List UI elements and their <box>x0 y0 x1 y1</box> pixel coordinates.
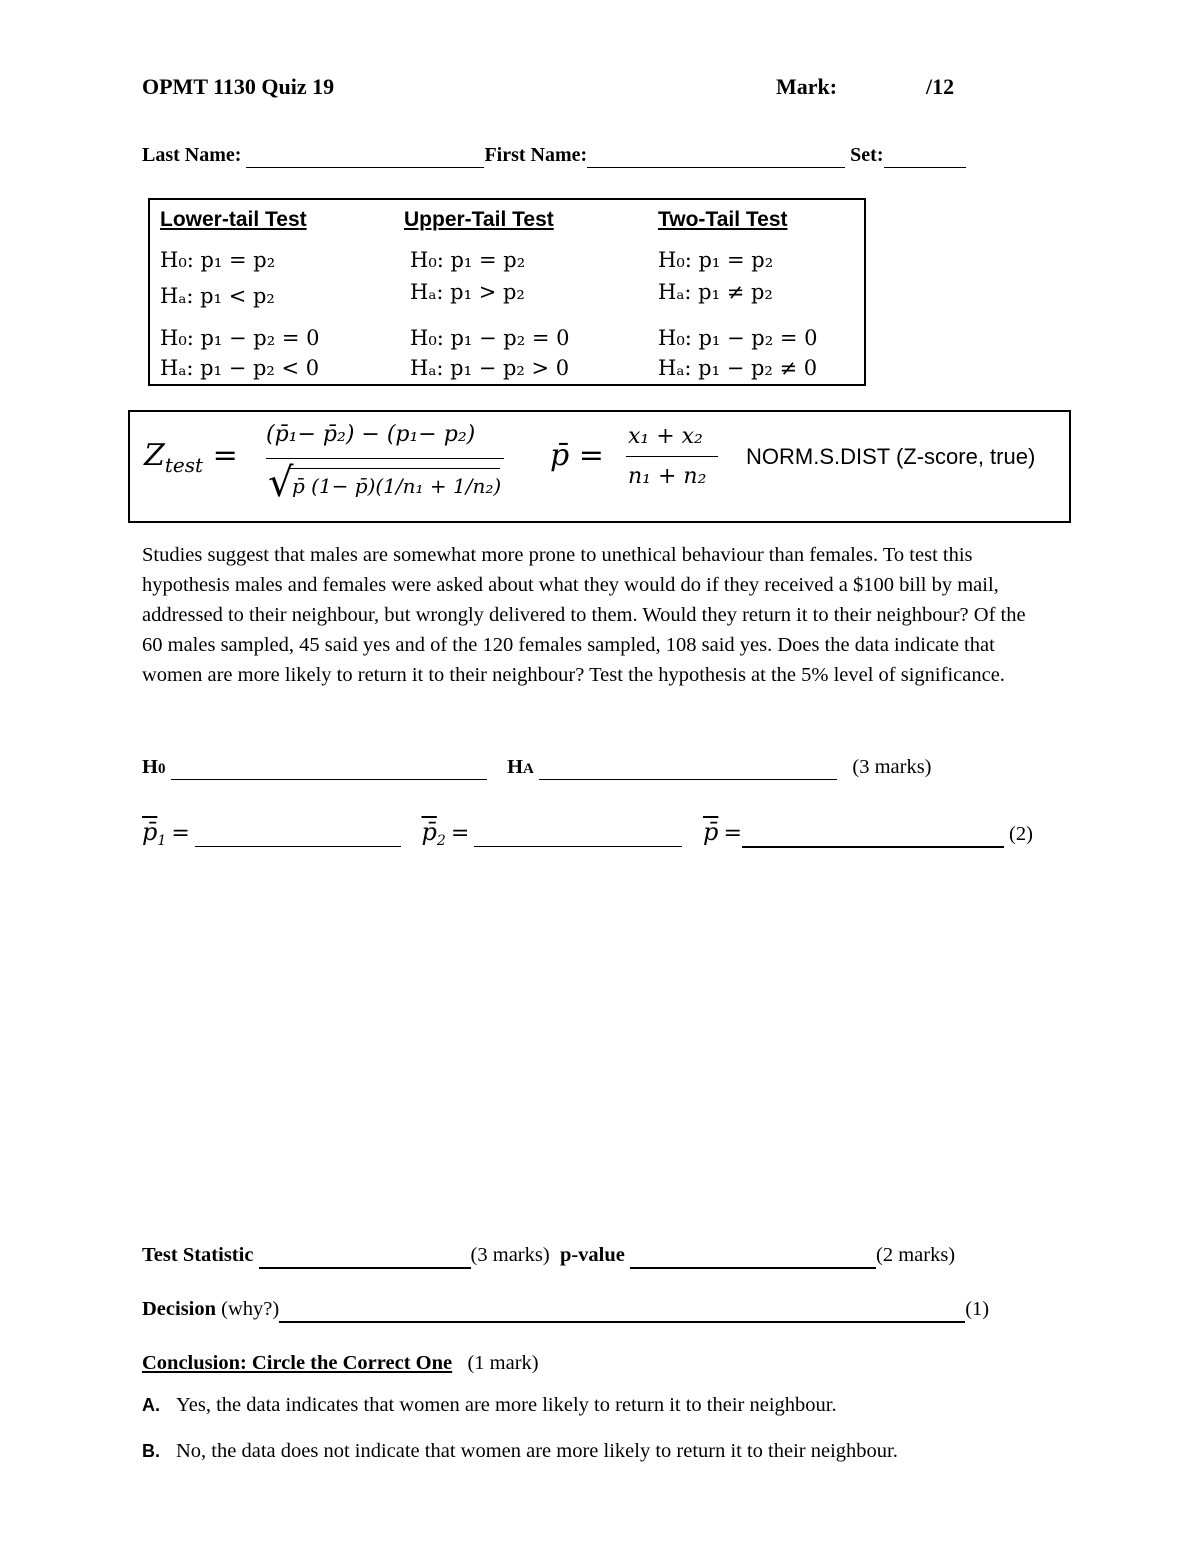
z-denominator: p̄ (1− p̄)(1/n₁ + 1/n₂) <box>292 474 502 498</box>
hypotheses-answer-row <box>142 756 932 780</box>
p2-eq: = <box>450 821 470 846</box>
test-statistic-label: Test Statistic <box>142 1244 254 1266</box>
upper-tail-h0-b: H₀: p₁ − p₂ = 0 <box>410 326 570 350</box>
pbar-fraction-bar <box>626 456 718 457</box>
z-numerator: (p̄₁− p̄₂) − (p₁− p₂) <box>266 422 476 447</box>
first-name-field[interactable] <box>587 144 845 168</box>
option-b-letter: B. <box>142 1441 160 1461</box>
z-fraction-bar <box>266 458 504 459</box>
option-a-text: Yes, the data indicates that women are more likely to return it to their neighbour. <box>176 1394 837 1416</box>
pbar-eq: = <box>723 821 742 846</box>
conclusion-label: Conclusion: Circle the Correct One <box>142 1352 453 1374</box>
p1-sub: 1 <box>157 833 167 850</box>
upper-tail-ha-a: Hₐ: p₁ > p₂ <box>410 280 525 304</box>
pbar-denominator: n₁ + n₂ <box>628 464 707 489</box>
pvalue-label: p-value <box>559 1244 625 1266</box>
test-statistic-marks: (3 marks) <box>470 1244 550 1266</box>
conclusion-marks: (1 mark) <box>467 1352 539 1374</box>
option-b-text: No, the data does not indicate that women are more likely to return it to their neighbour. <box>176 1440 898 1462</box>
lower-tail-heading: Lower-tail Test <box>160 208 307 231</box>
conclusion-row <box>142 1352 539 1375</box>
quiz-title: OPMT 1130 Quiz 19 <box>142 74 335 99</box>
proportions-row <box>142 818 1033 849</box>
p2-sub: 2 <box>436 833 446 850</box>
sqrt-icon: √ <box>268 460 294 506</box>
two-tail-heading: Two-Tail Test <box>658 208 788 231</box>
p1-eq: = <box>171 821 190 846</box>
decision-marks: (1) <box>965 1298 990 1320</box>
p2-field[interactable] <box>474 823 682 847</box>
decision-why: (why?) <box>221 1298 280 1320</box>
pvalue-field[interactable] <box>630 1244 876 1269</box>
option-a-letter: A. <box>142 1395 160 1415</box>
upper-tail-ha-b: Hₐ: p₁ − p₂ > 0 <box>410 356 570 380</box>
lower-tail-h0-a: H₀: p₁ = p₂ <box>160 248 276 272</box>
pvalue-marks: (2 marks) <box>876 1244 956 1266</box>
h0-answer-field[interactable] <box>171 756 487 780</box>
two-tail-ha-a: Hₐ: p₁ ≠ p₂ <box>658 280 773 304</box>
p1-label: p̄ <box>142 818 158 846</box>
last-name-field[interactable] <box>246 144 484 168</box>
pbar-answer-label: p̄ <box>702 818 719 846</box>
decision-field[interactable] <box>279 1298 965 1323</box>
h0-answer-label: H0 <box>142 756 166 778</box>
lower-tail-ha-a: Hₐ: p₁ < p₂ <box>160 284 275 308</box>
set-field[interactable] <box>884 144 966 168</box>
p1-field[interactable] <box>195 823 401 847</box>
decision-label: Decision <box>142 1298 217 1320</box>
pbar-label: p̄ = <box>550 438 604 473</box>
upper-tail-h0-a: H₀: p₁ = p₂ <box>410 248 526 272</box>
hypotheses-table <box>148 198 866 386</box>
mark-total: /12 <box>926 74 955 99</box>
name-fields <box>142 144 966 168</box>
hypotheses-marks: (3 marks) <box>852 756 932 778</box>
formula-box <box>128 410 1071 523</box>
p2-label: p̄ <box>421 818 437 846</box>
ha-answer-field[interactable] <box>539 756 837 780</box>
lower-tail-ha-b: Hₐ: p₁ − p₂ < 0 <box>160 356 320 380</box>
decision-row <box>142 1298 989 1323</box>
test-statistic-field[interactable] <box>259 1244 471 1269</box>
option-a[interactable] <box>142 1394 837 1417</box>
ha-answer-label: HA <box>507 756 534 778</box>
z-test-label: $Z_{test}$ = <box>144 438 238 477</box>
question-text: Studies suggest that males are somewhat more prone to unethical behaviour than females. To test this hypothesis males and females were asked about what they would do if they received a $100 bill by mail, addressed to their neighbour, but wrongly delivered to them. Would they return it to their neighbour? Of the 60 males sampled, 45 said yes and of the 120 females sampled, 108 said yes. Does the data indicate that women are more likely to return it to their neighbour? Test the hypothesis at the 5% level of significance. <box>142 544 1026 686</box>
sqrt-bar <box>290 468 500 469</box>
two-tail-ha-b: Hₐ: p₁ − p₂ ≠ 0 <box>658 356 818 380</box>
mark-label: Mark: <box>776 74 838 99</box>
test-statistic-row <box>142 1244 955 1269</box>
upper-tail-heading: Upper-Tail Test <box>404 208 554 231</box>
pbar-numerator: x₁ + x₂ <box>628 424 703 449</box>
excel-function-note: NORM.S.DIST (Z-score, true) <box>746 444 1036 469</box>
first-name-label: First Name: <box>484 144 588 166</box>
two-tail-h0-b: H₀: p₁ − p₂ = 0 <box>658 326 818 350</box>
lower-tail-h0-b: H₀: p₁ − p₂ = 0 <box>160 326 320 350</box>
last-name-label: Last Name: <box>142 144 242 166</box>
option-b[interactable] <box>142 1440 898 1463</box>
proportions-marks: (2) <box>1009 823 1033 845</box>
set-label: Set: <box>850 144 884 166</box>
pbar-field[interactable] <box>742 823 1004 848</box>
two-tail-h0-a: H₀: p₁ = p₂ <box>658 248 774 272</box>
